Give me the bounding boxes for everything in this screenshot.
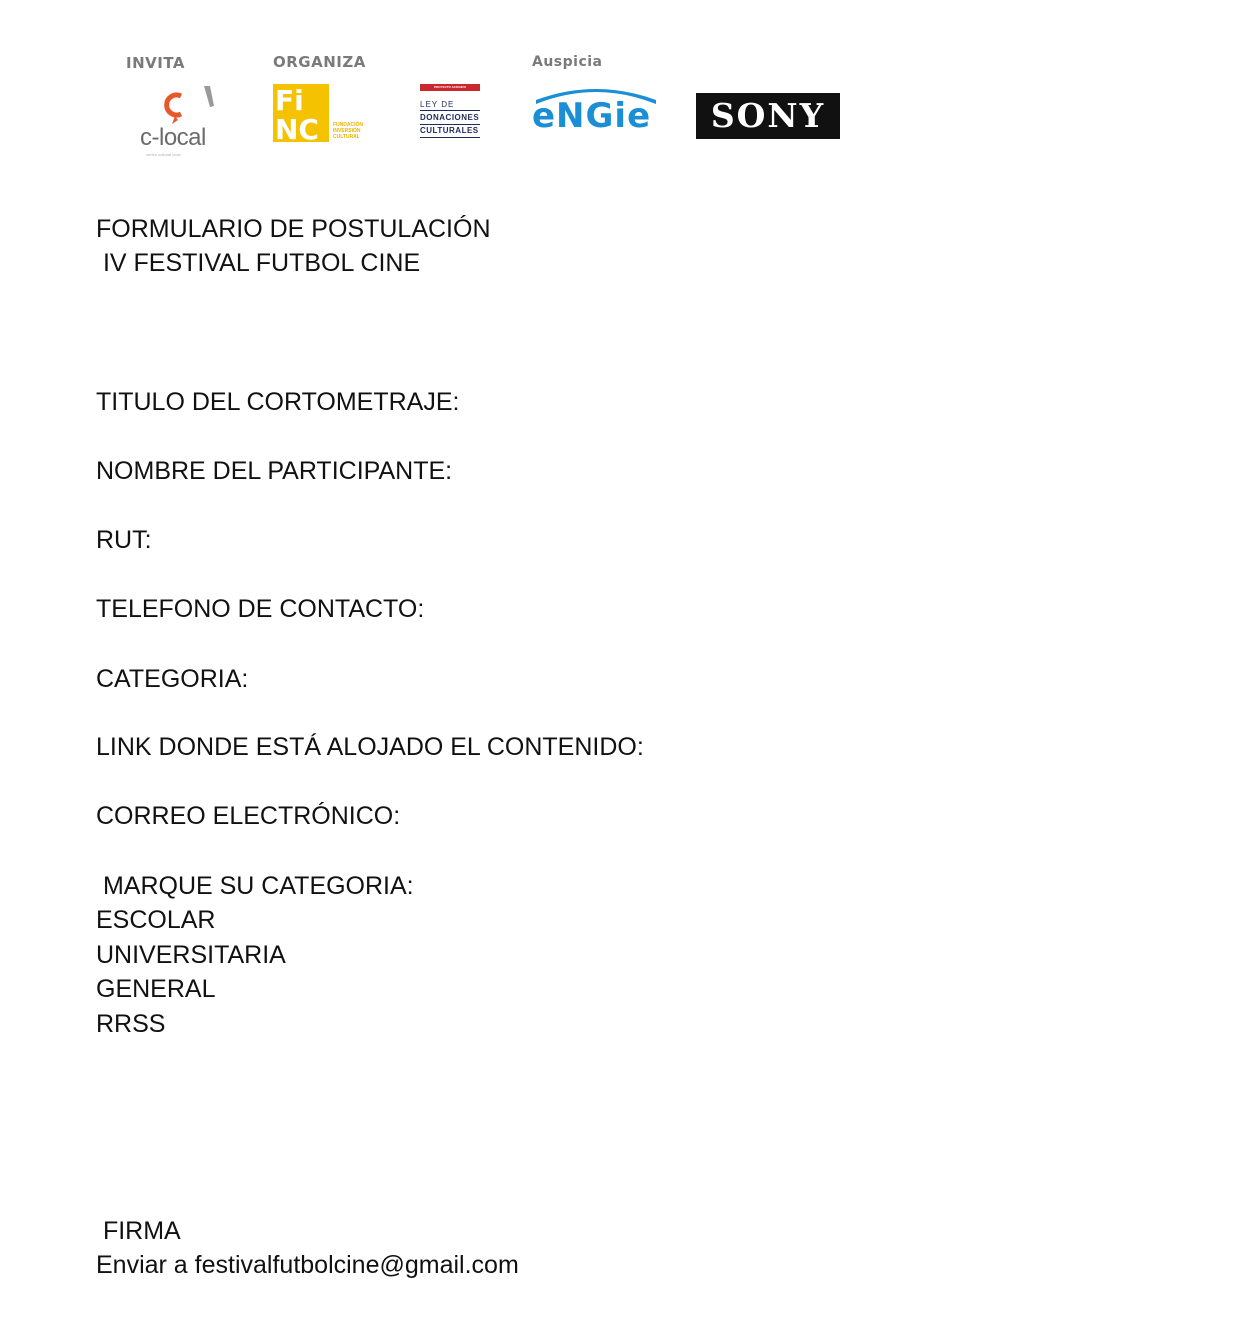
finc-tagline-2: INVERSIÓN (333, 128, 361, 134)
categoria-option-universitaria: UNIVERSITARIA (96, 941, 286, 969)
finc-tagline-3: CULTURAL (333, 134, 360, 140)
field-telefono-label: TELEFONO DE CONTACTO: (96, 595, 425, 623)
field-correo-label: CORREO ELECTRÓNICO: (96, 802, 401, 830)
engie-name: eNGie (532, 96, 652, 136)
clocal-logo (138, 82, 218, 158)
field-titulo-label: TITULO DEL CORTOMETRAJE: (96, 388, 460, 416)
ley-line2: DONACIONES (420, 113, 480, 122)
ley-line1: LEY DE (420, 100, 455, 109)
ley-donaciones-logo (420, 84, 484, 140)
invita-label: INVITA (126, 54, 186, 72)
send-to-email: Enviar a festivalfutbolcine@gmail.com (96, 1251, 519, 1279)
categoria-option-rrss: RRSS (96, 1010, 166, 1038)
ley-line3: CULTURALES (420, 126, 479, 135)
sony-name: SONY (710, 96, 826, 135)
field-categoria-label: CATEGORIA: (96, 665, 249, 693)
categoria-heading: MARQUE SU CATEGORIA: (96, 872, 414, 900)
categoria-option-escolar: ESCOLAR (96, 906, 216, 934)
ley-divider-2 (420, 124, 480, 125)
organiza-label: ORGANIZA (273, 53, 366, 71)
finc-letters-icon (273, 84, 333, 144)
form-title-line1: FORMULARIO DE POSTULACIÓN (96, 215, 491, 243)
clocal-name: c-local (140, 124, 206, 151)
svg-text:NC: NC (275, 113, 319, 144)
ley-divider-3 (420, 137, 480, 138)
ley-banner-text: PROYECTO ACOGIDO (434, 85, 466, 89)
ley-banner (420, 84, 480, 91)
field-nombre-label: NOMBRE DEL PARTICIPANTE: (96, 457, 453, 485)
categoria-option-general: GENERAL (96, 975, 216, 1003)
finc-logo (273, 84, 373, 144)
engie-logo (532, 88, 660, 138)
field-link-label: LINK DONDE ESTÁ ALOJADO EL CONTENIDO: (96, 733, 644, 761)
auspicia-label: Auspicia (532, 54, 603, 70)
field-rut-label: RUT: (96, 526, 152, 554)
ley-divider-1 (420, 110, 480, 111)
finc-tagline (333, 122, 363, 140)
clocal-tagline: centro cultural local (146, 152, 181, 157)
svg-text:Fi: Fi (275, 84, 304, 117)
finc-tagline-1: FUNDACIÓN (333, 122, 363, 128)
firma-label: FIRMA (96, 1217, 181, 1245)
sony-logo (696, 93, 840, 139)
form-title-line2: IV FESTIVAL FUTBOL CINE (96, 249, 421, 277)
